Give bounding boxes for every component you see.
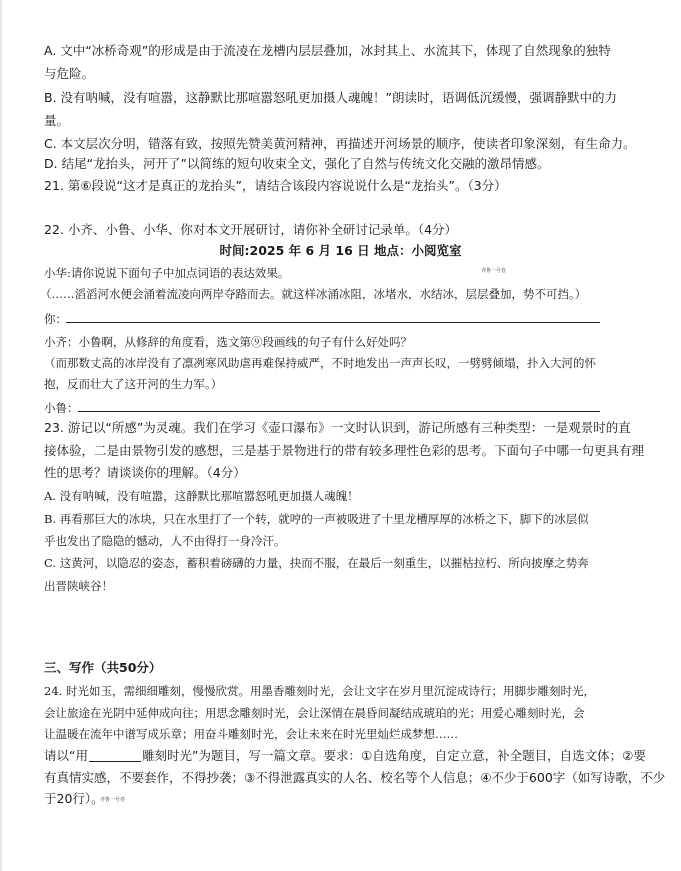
q20-option-b: B. 没有呐喊，没有喧嚣，这静默比那喧嚣怒吼更加摄人魂魄！”朗读时，语调低沉缓慢，强调静默中的力 [44, 90, 618, 105]
writing-prompt: 24. 时光如玉，需细细雕刻，慢慢欣赏。用墨香雕刻时光，会让文字在岁月里沉淀成诗行；用脚步雕刻时光， [44, 684, 595, 698]
q22-you-label: 你： [44, 312, 67, 326]
q22-xiaoqi-quote: （而那数丈高的冰岸没有了凛冽寒风助虐再难保持威严，不时地发出一声声长叹，一劈劈倾塌，扑入大河的怀 [44, 356, 596, 370]
q22-xiaoqi-quote-cont: 抱，反而壮大了这开河的生力军。） [44, 377, 223, 391]
title-blank[interactable] [89, 749, 141, 762]
q23-option-b-cont: 乎也发出了隐隐的憾动，人不由得打一身冷汗。 [44, 534, 286, 548]
writing-requirement-cont1: 有真情实感，不要套作，不得抄袭；③不得泄露真实的人名、校名等个人信息；④不少于600字（如写诗歌，不少 [44, 770, 666, 785]
q20-option-c: C. 本文层次分明，错落有致，按照先赞美黄河精神，再描述开河场景的顺序，使读者印象深刻，有生命力。 [44, 136, 636, 151]
writing-prompt-cont1: 会让旅途在光阴中延伸成向往；用思念雕刻时光，会让深情在晨昏间凝结成琥珀的光；用爱心雕刻时光，会 [44, 706, 585, 720]
q20-option-d: D. 结尾“龙抬头，河开了”以简练的短句收束全文，强化了自然与传统文化交融的激昂情感。 [44, 156, 550, 171]
q23-option-c: C. 这黄河，以隐忍的姿态，蓄积着磅礴的力量，抉而不服，在最后一刻重生，以摧枯拉朽、所向披摩之势奔 [44, 556, 589, 570]
q23-prompt-cont2: 性的思考？请谈谈你的理解。（4分） [44, 465, 246, 480]
q23-option-c-cont: 出晋陕峡谷！ [44, 579, 113, 593]
q22-xiaoqi: 小齐：小鲁啊，从修辞的角度看，选文第⑨段画线的句子有什么好处吗？ [44, 335, 412, 349]
writing-prompt-cont2: 让温暖在流年中谱写成乐章；用奋斗雕刻时光，会让未来在时光里灿烂成梦想…… [44, 727, 458, 741]
writing-requirement [44, 748, 646, 764]
q22-xiaohua-quote: （……滔滔河水便会涌着流凌向两岸夺路而去。就这样冰涌冰阻，冰堵水，水结冰，层层叠加，势不可挡。） [40, 287, 587, 301]
q23-option-b: B. 再看那巨大的冰块，只在水里打了一个转，就哼的一声被吸进了十里龙槽厚厚的冰桥之下，脚下的冰层似 [44, 512, 589, 526]
answer-line-you[interactable] [66, 322, 600, 323]
q20-option-b-cont: 量。 [44, 113, 70, 128]
q22-xiaohua: 小华:请你说说下面句子中加点词语的表达效果。 [44, 266, 290, 280]
answer-line-xiaolu[interactable] [78, 411, 600, 412]
q23-prompt-cont1: 接体验，二是由景物引发的感想，三是基于景物进行的带有较多理性色彩的思考。下面句子中哪一句更具有理 [44, 443, 645, 458]
watermark: 齐鲁一号卷 [481, 268, 507, 274]
requirement-title-start: 请以“用 [44, 748, 88, 763]
writing-requirement-cont2: 于20行）。 [44, 791, 104, 806]
requirement-title-end: 雕刻时光”为题目，写一篇文章。要求：①自选角度，自定立意，补全题目，自选文体；②要 [141, 748, 646, 763]
q23-prompt: 23. 游记以“所感”为灵魂。我们在学习《壶口瀑布》一文时认识到，游记所感有三种类型：一是观景时的直 [44, 420, 631, 435]
q21-prompt: 21. 第⑥段说“这才是真正的龙抬头”，请结合该段内容说说什么是“龙抬头”。（3分） [44, 178, 507, 193]
q22-time-place: 时间:2025 年 6 月 16 日 地点：小阅览室 [219, 243, 462, 258]
watermark: 齐鲁一号卷 [100, 797, 126, 803]
q20-option-a: A. 文中“冰桥奇观”的形成是由于流凌在龙槽内层层叠加，冰封其上、水流其下，体现了自然现象的独特 [44, 43, 611, 58]
page-edge [0, 0, 2, 871]
writing-heading: 三、写作（共50分） [44, 660, 162, 675]
q22-xiaolu-label: 小鲁： [44, 401, 79, 415]
q22-prompt: 22. 小齐、小鲁、小华、你对本文开展研讨，请你补全研讨记录单。（4分） [44, 222, 458, 237]
q20-option-a-cont: 与危险。 [44, 66, 95, 81]
q23-option-a: A. 没有呐喊，没有喧嚣，这静默比那喧嚣怒吼更加摄人魂魄！ [44, 489, 359, 503]
